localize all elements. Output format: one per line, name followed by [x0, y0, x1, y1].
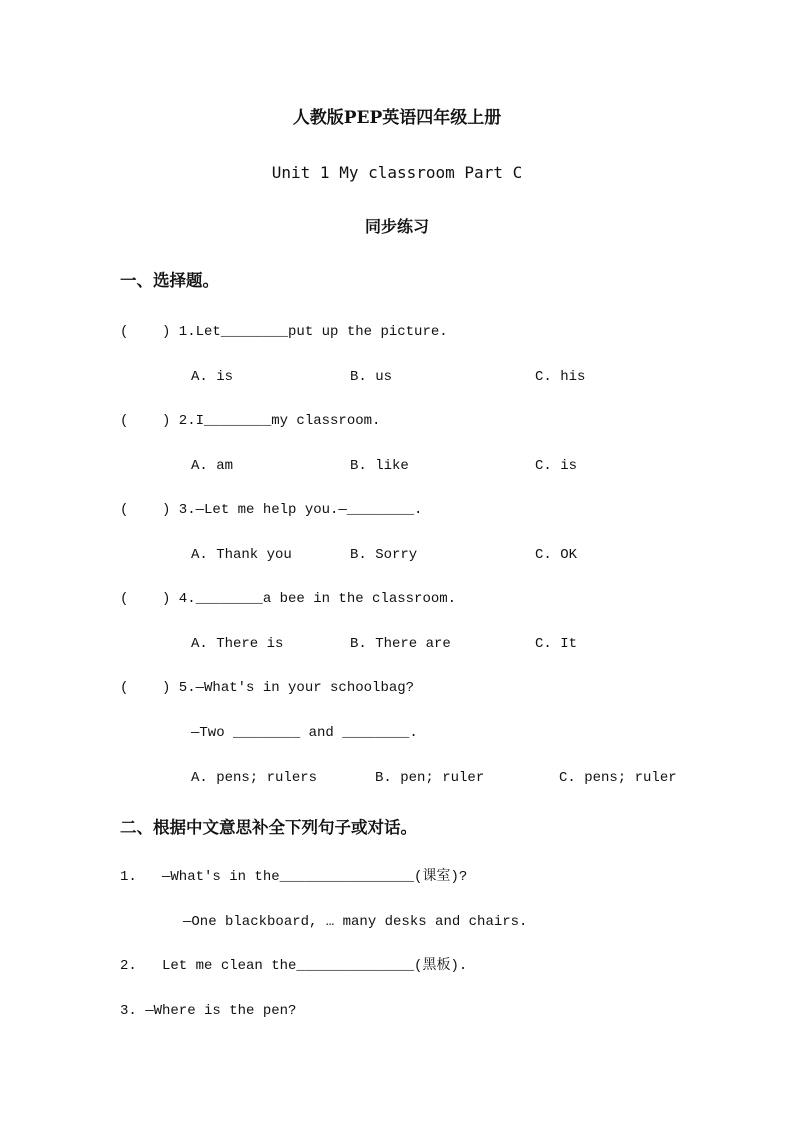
question-2-option-b: B. like: [350, 458, 409, 474]
part2-heading: 二、根据中文意思补全下列句子或对话。: [120, 818, 417, 837]
question-5-stem: ( ) 5.—What's in your schoolbag?: [120, 680, 415, 696]
question-5-option-b: B. pen; ruler: [375, 770, 485, 786]
part1-heading: 一、选择题。: [120, 271, 219, 290]
question-4-stem: ( ) 4.________a bee in the classroom.: [120, 591, 457, 607]
question-1-option-b: B. us: [350, 369, 393, 385]
question-3-option-c: C. OK: [535, 547, 578, 563]
fill-item-1-reply: —One blackboard, … many desks and chairs.: [183, 914, 528, 930]
question-5-option-c: C. pens; ruler: [559, 770, 677, 786]
question-5-option-a: A. pens; rulers: [191, 770, 318, 786]
question-5-line2: —Two ________ and ________.: [191, 725, 418, 741]
question-1-option-a: A. is: [191, 369, 234, 385]
section-label: 同步练习: [364, 217, 429, 236]
page-title: 人教版PEP英语四年级上册: [292, 108, 502, 128]
question-3-option-b: B. Sorry: [350, 547, 418, 563]
question-1-option-c: C. his: [535, 369, 586, 385]
fill-item-2: 2. Let me clean the______________(黑板).: [120, 958, 468, 974]
question-4-option-b: B. There are: [350, 636, 451, 652]
question-4-option-c: C. It: [535, 636, 578, 652]
fill-item-3: 3. —Where is the pen?: [120, 1003, 297, 1019]
question-2-stem: ( ) 2.I________my classroom.: [120, 413, 381, 429]
fill-item-1: 1. —What's in the________________(课室)?: [120, 869, 468, 885]
question-2-option-a: A. am: [191, 458, 234, 474]
page-subtitle: Unit 1 My classroom Part C: [271, 163, 523, 182]
question-3-stem: ( ) 3.—Let me help you.—________.: [120, 502, 423, 518]
question-2-option-c: C. is: [535, 458, 578, 474]
question-4-option-a: A. There is: [191, 636, 284, 652]
question-1-stem: ( ) 1.Let________put up the picture.: [120, 324, 448, 340]
question-3-option-a: A. Thank you: [191, 547, 292, 563]
